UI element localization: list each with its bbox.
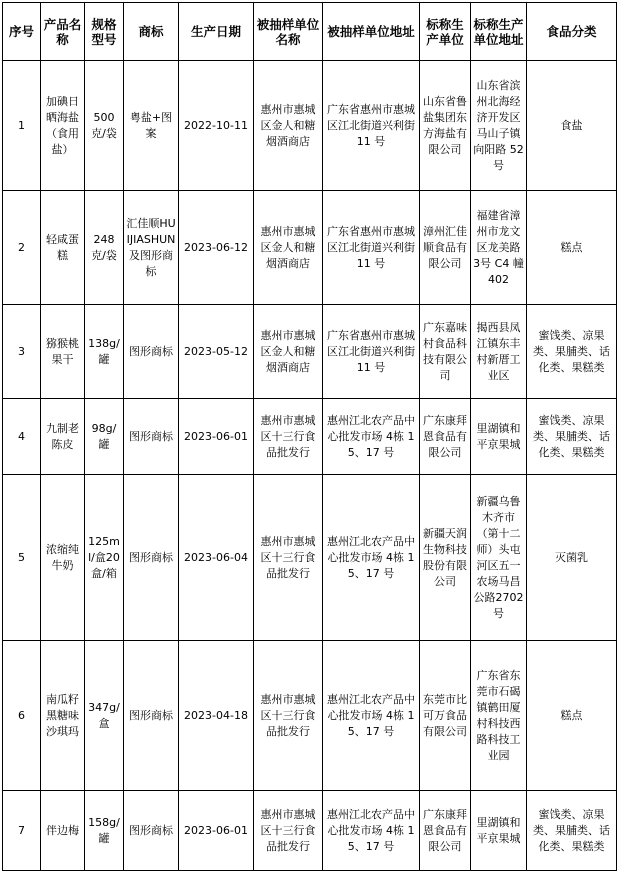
- cell-sampled-name: 惠州市惠城区十三行食品批发行: [254, 399, 323, 475]
- cell-sampled-address: 广东省惠州市惠城区江北街道兴利街 11 号: [323, 61, 420, 191]
- cell-producer-address: 福建省漳州市龙文区龙美路 3号 C4 幢402: [471, 191, 527, 305]
- cell-no: 5: [3, 475, 41, 641]
- table-row: [3, 641, 617, 791]
- cell-category: 糕点: [527, 641, 617, 791]
- cell-no: 2: [3, 191, 41, 305]
- cell-product: 加碘日晒海盐（食用盐）: [41, 61, 85, 191]
- cell-producer-address: 揭西县凤江镇东丰村新厝工业区: [471, 305, 527, 399]
- cell-producer: 漳州汇佳顺食品有限公司: [420, 191, 471, 305]
- cell-product: 伴边梅: [41, 791, 85, 871]
- cell-no: 6: [3, 641, 41, 791]
- cell-category: 灭菌乳: [527, 475, 617, 641]
- cell-spec: 125ml/盒20 盒/箱: [85, 475, 124, 641]
- cell-date: 2023-05-12: [179, 305, 254, 399]
- header-cell: 序号: [3, 3, 41, 61]
- table-row: [3, 305, 617, 399]
- cell-brand: 图形商标: [124, 305, 179, 399]
- cell-spec: 158g/罐: [85, 791, 124, 871]
- cell-brand: 粤盐+图案: [124, 61, 179, 191]
- cell-brand: 图形商标: [124, 475, 179, 641]
- cell-spec: 500克/袋: [85, 61, 124, 191]
- cell-producer-address: 里湖镇和平京果城: [471, 399, 527, 475]
- cell-no: 4: [3, 399, 41, 475]
- header-cell: 食品分类: [527, 3, 617, 61]
- cell-producer: 广东康拜恩食品有限公司: [420, 399, 471, 475]
- table-row: [3, 475, 617, 641]
- sampling-results-table: [2, 2, 617, 871]
- cell-category: 蜜饯类、凉果类、果脯类、话化类、果糕类: [527, 305, 617, 399]
- cell-producer-address: 里湖镇和平京果城: [471, 791, 527, 871]
- cell-date: 2023-06-12: [179, 191, 254, 305]
- cell-sampled-address: 广东省惠州市惠城区江北街道兴利街 11 号: [323, 305, 420, 399]
- cell-sampled-address: 惠州江北农产品中心批发市场 4栋 15、17 号: [323, 399, 420, 475]
- cell-brand: 图形商标: [124, 641, 179, 791]
- cell-date: 2022-10-11: [179, 61, 254, 191]
- header-cell: 标称生产单位地址: [471, 3, 527, 61]
- table-row: [3, 61, 617, 191]
- cell-product: 九制老陈皮: [41, 399, 85, 475]
- cell-no: 1: [3, 61, 41, 191]
- cell-product: 猕猴桃果干: [41, 305, 85, 399]
- header-cell: 生产日期: [179, 3, 254, 61]
- cell-spec: 138g/罐: [85, 305, 124, 399]
- cell-producer: 东莞市比可万食品有限公司: [420, 641, 471, 791]
- cell-product: 浓缩纯牛奶: [41, 475, 85, 641]
- header-cell: 标称生产单位: [420, 3, 471, 61]
- cell-producer: 广东嘉味村食品科技有限公司: [420, 305, 471, 399]
- cell-date: 2023-06-01: [179, 399, 254, 475]
- header-cell: 产品名称: [41, 3, 85, 61]
- cell-sampled-name: 惠州市惠城区金人和糖烟酒商店: [254, 191, 323, 305]
- cell-product: 南瓜籽黑糖味沙琪玛: [41, 641, 85, 791]
- cell-date: 2023-06-01: [179, 791, 254, 871]
- cell-product: 轻咸蛋糕: [41, 191, 85, 305]
- cell-brand: 图形商标: [124, 791, 179, 871]
- header-cell: 规格型号: [85, 3, 124, 61]
- cell-sampled-address: 惠州江北农产品中心批发市场 4栋 15、17 号: [323, 641, 420, 791]
- cell-date: 2023-04-18: [179, 641, 254, 791]
- cell-producer: 山东省鲁盐集团东方海盐有限公司: [420, 61, 471, 191]
- cell-date: 2023-06-04: [179, 475, 254, 641]
- cell-category: 蜜饯类、凉果类、果脯类、话化类、果糕类: [527, 791, 617, 871]
- cell-sampled-address: 广东省惠州市惠城区江北街道兴利街 11 号: [323, 191, 420, 305]
- cell-sampled-name: 惠州市惠城区十三行食品批发行: [254, 791, 323, 871]
- cell-producer-address: 山东省滨州北海经济开发区马山子镇向阳路 52 号: [471, 61, 527, 191]
- cell-spec: 98g/罐: [85, 399, 124, 475]
- cell-producer: 广东康拜恩食品有限公司: [420, 791, 471, 871]
- table-row: [3, 191, 617, 305]
- cell-category: 糕点: [527, 191, 617, 305]
- cell-brand: 汇佳顺HUIJIASHUN及图形商标: [124, 191, 179, 305]
- cell-sampled-name: 惠州市惠城区金人和糖烟酒商店: [254, 305, 323, 399]
- cell-producer-address: 新疆乌鲁木齐市（第十二师）头屯河区五一农场马昌公路2702 号: [471, 475, 527, 641]
- cell-producer: 新疆天润生物科技股份有限公司: [420, 475, 471, 641]
- cell-sampled-address: 惠州江北农产品中心批发市场 4栋 15、17 号: [323, 791, 420, 871]
- cell-sampled-address: 惠州江北农产品中心批发市场 4栋 15、17 号: [323, 475, 420, 641]
- cell-no: 3: [3, 305, 41, 399]
- cell-category: 食盐: [527, 61, 617, 191]
- cell-spec: 347g/盒: [85, 641, 124, 791]
- table-row: [3, 399, 617, 475]
- table-row: [3, 791, 617, 871]
- header-cell: 商标: [124, 3, 179, 61]
- cell-sampled-name: 惠州市惠城区十三行食品批发行: [254, 475, 323, 641]
- header-row: [3, 3, 617, 61]
- cell-producer-address: 广东省东莞市石碣镇鹤田厦村科技西路科技工业园: [471, 641, 527, 791]
- cell-category: 蜜饯类、凉果类、果脯类、话化类、果糕类: [527, 399, 617, 475]
- cell-sampled-name: 惠州市惠城区金人和糖烟酒商店: [254, 61, 323, 191]
- header-cell: 被抽样单位名称: [254, 3, 323, 61]
- cell-sampled-name: 惠州市惠城区十三行食品批发行: [254, 641, 323, 791]
- cell-spec: 248克/袋: [85, 191, 124, 305]
- header-cell: 被抽样单位地址: [323, 3, 420, 61]
- cell-brand: 图形商标: [124, 399, 179, 475]
- cell-no: 7: [3, 791, 41, 871]
